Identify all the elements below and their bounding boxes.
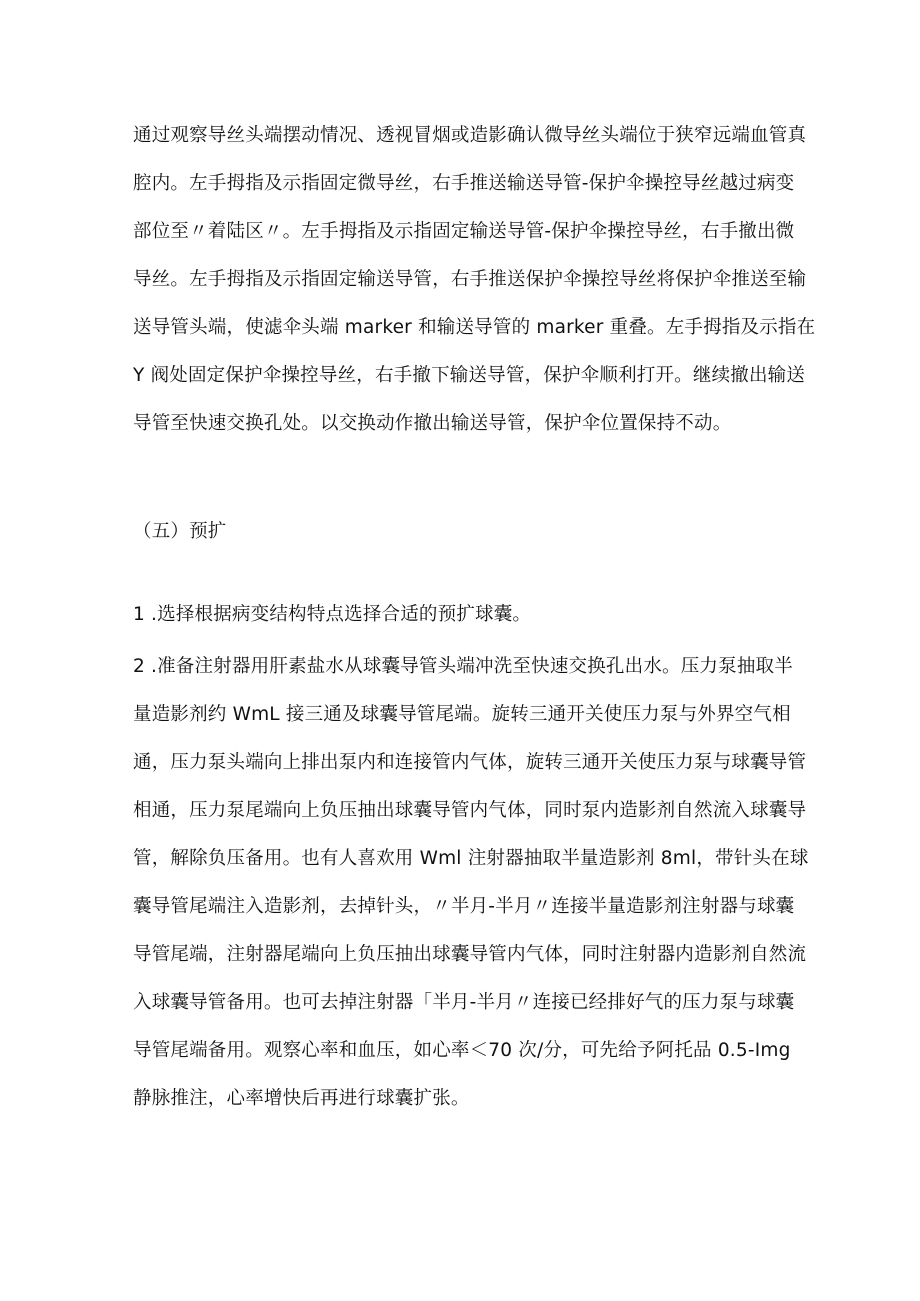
text-line: 静脉推注，心率增快后再进行球囊扩张。 (133, 1088, 470, 1109)
section-heading: （五）预扩 (133, 521, 227, 542)
text-line: 通过观察导丝头端摆动情况、透视冒烟或造影确认微导丝头端位于狭窄远端血管真 (133, 125, 807, 146)
text-line: 送导管头端，使滤伞头端 marker 和输送导管的 marker 重叠。左手拇指及示指在 (133, 317, 816, 338)
text-line: 部位至〃着陆区〃。左手拇指及示指固定输送导管-保护伞操控导丝，右手撤出微 (133, 221, 795, 242)
text-line: 导丝。左手拇指及示指固定输送导管，右手推送保护伞操控导丝将保护伞推送至输 (133, 269, 807, 290)
text-line: 通，压力泵头端向上排出泵内和连接管内气体，旋转三通开关使压力泵与球囊导管 (133, 752, 807, 773)
text-line: 囊导管尾端注入造影剂，去掉针头，〃半月-半月〃连接半量造影剂注射器与球囊 (133, 896, 795, 917)
text-line: 1 .选择根据病变结构特点选择合适的预扩球囊。 (133, 604, 532, 625)
text-line: 入球囊导管备用。也可去掉注射器「半月-半月〃连接已经排好气的压力泵与球囊 (133, 992, 795, 1013)
text-line: 导管尾端，注射器尾端向上负压抽出球囊导管内气体，同时注射器内造影剂自然流 (133, 944, 807, 965)
text-line: Y 阀处固定保护伞操控导丝，右手撤下输送导管，保护伞顺利打开。继续撤出输送 (133, 365, 806, 386)
text-line: 腔内。左手拇指及示指固定微导丝，右手推送输送导管-保护伞操控导丝越过病变 (133, 173, 795, 194)
text-line: 导管尾端备用。观察心率和血压，如心率＜70 次/分，可先给予阿托品 0.5-Img (133, 1040, 791, 1061)
text-line: 量造影剂约 WmL 接三通及球囊导管尾端。旋转三通开关使压力泵与外界空气相 (133, 704, 791, 725)
text-line: 2 .准备注射器用肝素盐水从球囊导管头端冲洗至快速交换孔出水。压力泵抽取半 (133, 656, 793, 677)
text-line: 相通，压力泵尾端向上负压抽出球囊导管内气体，同时泵内造影剂自然流入球囊导 (133, 800, 807, 821)
text-line: 管，解除负压备用。也有人喜欢用 Wml 注射器抽取半量造影剂 8ml，带针头在球 (133, 848, 809, 869)
text-line: 导管至快速交换孔处。以交换动作撤出输送导管，保护伞位置保持不动。 (133, 413, 732, 434)
